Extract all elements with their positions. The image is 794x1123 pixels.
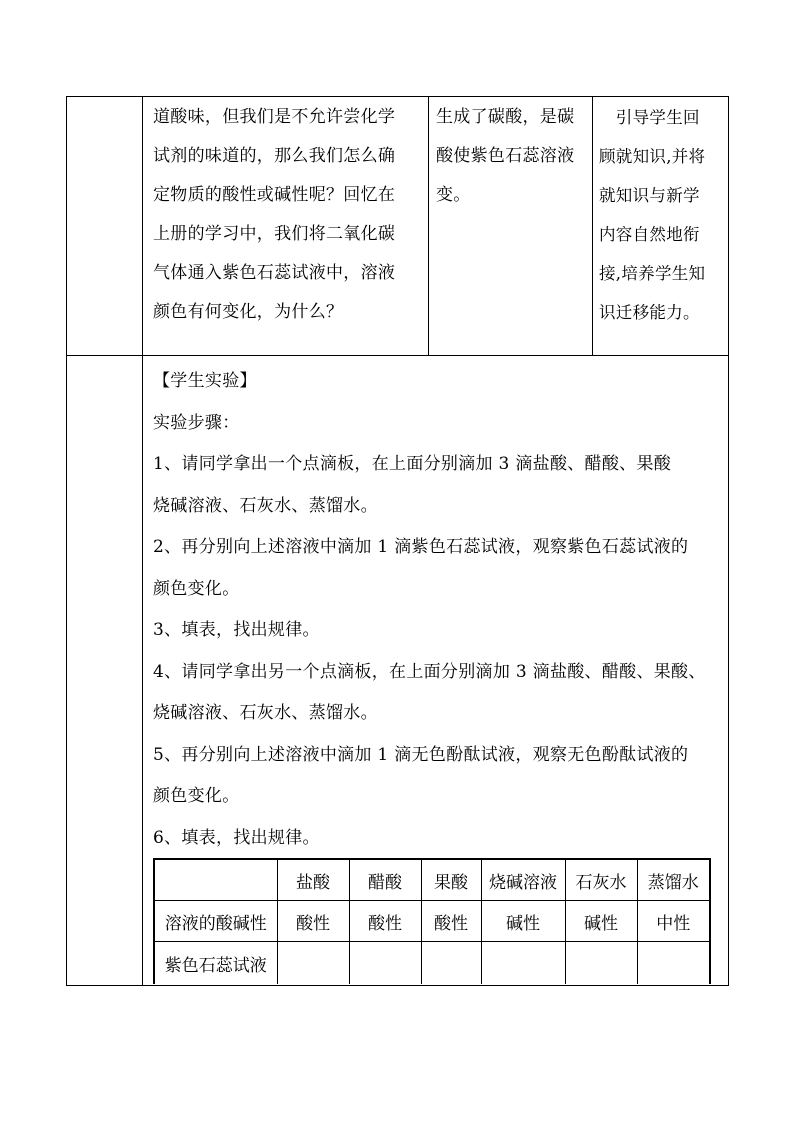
text-line: 识迁移能力。	[599, 303, 700, 322]
table-cell	[637, 942, 710, 985]
table-header-cell: 烧碱溶液	[481, 859, 565, 901]
step-line: 颜色变化。	[153, 578, 240, 599]
column-divider-1	[142, 96, 143, 986]
table-cell: 中性	[637, 901, 710, 942]
table-header-row	[154, 859, 710, 901]
table-header-cell: 果酸	[421, 859, 481, 901]
teacher-activity-text	[153, 98, 423, 332]
column-divider-2	[428, 96, 429, 355]
design-intent-text	[599, 98, 727, 332]
table-cell	[565, 942, 637, 985]
step-line: 烧碱溶液、石灰水、蒸馏水。	[153, 495, 378, 516]
step-line: 6、填表，找出规律。	[153, 827, 320, 848]
step-line: 1、请同学拿出一个点滴板，在上面分别滴加 3 滴盐酸、醋酸、果酸	[153, 454, 672, 474]
table-cell: 酸性	[349, 901, 421, 942]
text-line: 接,培养学生知	[599, 264, 706, 283]
text-line: 试剂的味道的，那么我们怎么确	[153, 146, 396, 166]
step-line: 2、再分别向上述溶液中滴加 1 滴紫色石蕊试液，观察紫色石蕊试液的	[153, 537, 689, 557]
table-cell: 酸性	[277, 901, 349, 942]
student-activity-text	[436, 98, 588, 215]
table-row	[154, 942, 710, 985]
table-cell: 酸性	[421, 901, 481, 942]
table-header-cell: 醋酸	[349, 859, 421, 901]
text-line: 顾就知识,并将	[599, 147, 706, 166]
step-line: 3、填表，找出规律。	[153, 620, 320, 640]
step-line: 烧碱溶液、石灰水、蒸馏水。	[153, 703, 378, 723]
results-table	[153, 858, 711, 984]
experiment-section	[153, 361, 725, 859]
table-header-cell: 盐酸	[277, 859, 349, 901]
table-header-cell	[154, 859, 277, 901]
text-line: 上册的学习中，我们将二氧化碳	[153, 224, 396, 244]
text-line: 酸使紫色石蕊溶液	[436, 146, 575, 166]
table-cell: 碱性	[565, 901, 637, 942]
table-header-cell: 石灰水	[565, 859, 637, 901]
text-line: 生成了碳酸，是碳	[436, 107, 575, 127]
text-line: 引导学生回	[599, 108, 700, 127]
table-cell	[277, 942, 349, 985]
table-cell	[481, 942, 565, 985]
step-line: 4、请同学拿出另一个点滴板，在上面分别滴加 3 滴盐酸、醋酸、果酸、	[153, 661, 706, 682]
table-header-cell: 蒸馏水	[637, 859, 710, 901]
table-cell: 溶液的酸碱性	[154, 901, 277, 942]
text-line: 就知识与新学	[599, 186, 700, 205]
text-line: 变。	[436, 185, 471, 205]
step-line: 5、再分别向上述溶液中滴加 1 滴无色酚酞试液，观察无色酚酞试液的	[153, 744, 689, 765]
step-line: 颜色变化。	[153, 786, 240, 806]
section-heading: 【学生实验】	[153, 371, 257, 391]
text-line: 颜色有何变化，为什么？	[153, 302, 344, 322]
text-line: 定物质的酸性或碱性呢？回忆在	[153, 185, 396, 205]
text-line: 气体通入紫色石蕊试液中，溶液	[153, 263, 396, 283]
row-divider	[66, 355, 729, 356]
table-cell: 碱性	[481, 901, 565, 942]
table-cell	[349, 942, 421, 985]
text-line: 内容自然地衔	[599, 225, 700, 244]
table-cell	[421, 942, 481, 985]
steps-title: 实验步骤：	[153, 412, 240, 433]
text-line: 道酸味，但我们是不允许尝化学	[153, 107, 396, 127]
table-cell: 紫色石蕊试液	[154, 942, 277, 985]
table-row	[154, 901, 710, 942]
column-divider-3	[592, 96, 593, 355]
